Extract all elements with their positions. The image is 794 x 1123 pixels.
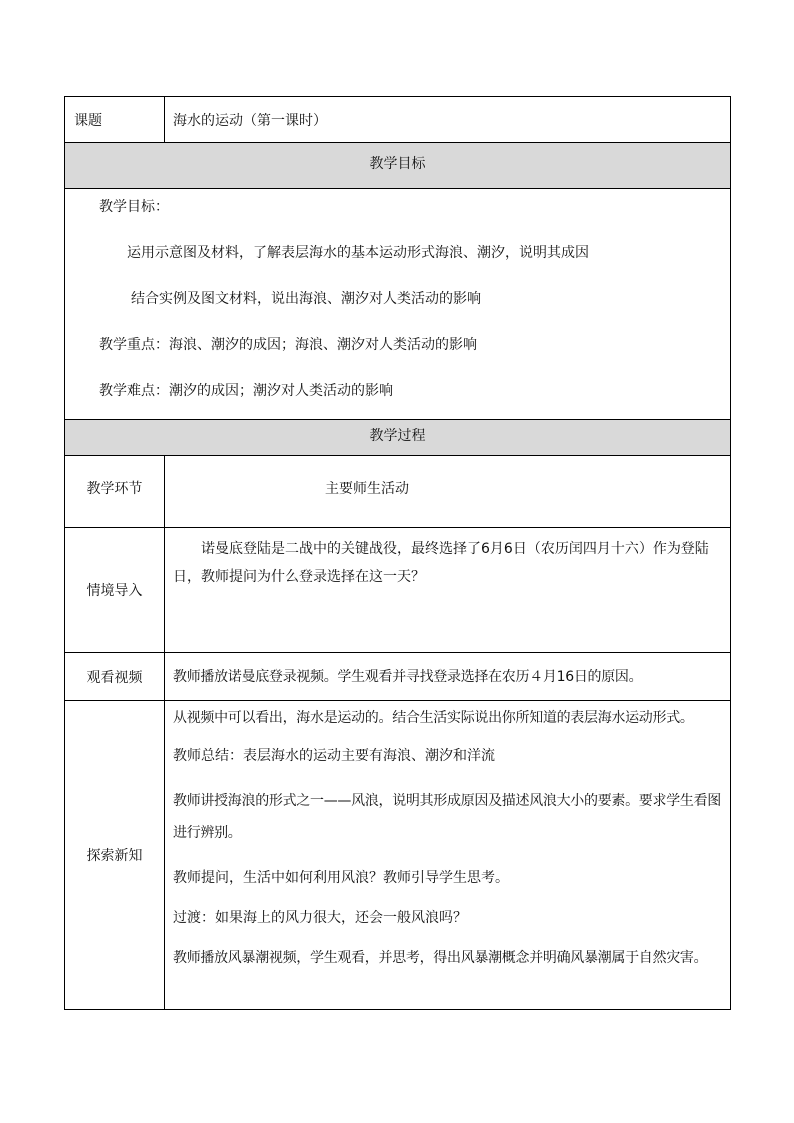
activity-paragraph: 诺曼底登陆是二战中的关键战役，最终选择了6月6日（农历闰四月十六）作为登陆日，教师提问为什么登录选择在这一天？ <box>173 541 709 585</box>
goal-item-2: 结合实例及图文材料，说出海浪、潮汐对人类活动的影响 <box>131 291 481 307</box>
process-header-row <box>65 456 731 528</box>
process-row <box>65 701 731 1010</box>
activity-cell <box>165 701 731 1010</box>
lesson-plan-table <box>64 96 731 1010</box>
activity-paragraph: 教师提问，生活中如何利用风浪？教师引导学生思考。 <box>173 870 509 886</box>
goals-intro: 教学目标： <box>99 199 169 215</box>
goals-section-title <box>65 143 731 189</box>
process-section-title-text: 教学过程 <box>369 428 426 444</box>
activity-paragraph: 教师总结：表层海水的运动主要有海浪、潮汐和洋流 <box>173 748 495 764</box>
process-row <box>65 528 731 653</box>
topic-value: 海水的运动（第一课时） <box>165 97 731 143</box>
activity-paragraph: 教师播放诺曼底登录视频。学生观看并寻找登录选择在农历４月16日的原因。 <box>173 668 643 685</box>
key-points: 教学重点：海浪、潮汐的成因；海浪、潮汐对人类活动的影响 <box>99 337 477 353</box>
process-section-title <box>65 420 731 456</box>
goals-title-row <box>65 143 731 189</box>
goals-content-row <box>65 189 731 420</box>
process-row <box>65 653 731 701</box>
activity-paragraph: 教师讲授海浪的形式之一——风浪，说明其形成原因及描述风浪大小的要素。要求学生看图进行辨别。 <box>173 793 721 841</box>
lesson-plan <box>64 96 731 1010</box>
col-activity-header-text: 主要师生活动 <box>325 481 409 497</box>
difficult-points: 教学难点：潮汐的成因；潮汐对人类活动的影响 <box>99 383 393 399</box>
stage-cell: 观看视频 <box>65 653 165 701</box>
topic-row <box>65 97 731 143</box>
topic-label: 课题 <box>65 97 165 143</box>
stage-cell: 探索新知 <box>65 701 165 1010</box>
col-stage-header: 教学环节 <box>65 456 165 528</box>
col-activity-header <box>165 456 731 528</box>
activity-paragraph: 教师播放风暴潮视频，学生观看，并思考，得出风暴潮概念并明确风暴潮属于自然灾害。 <box>173 950 708 966</box>
goals-section-title-text: 教学目标 <box>369 156 426 172</box>
activity-paragraph: 从视频中可以看出，海水是运动的。结合生活实际说出你所知道的表层海水运动形式。 <box>173 710 694 726</box>
activity-cell <box>165 653 731 701</box>
goals-content <box>65 189 731 420</box>
goal-item-1: 运用示意图及材料，了解表层海水的基本运动形式海浪、潮汐，说明其成因 <box>127 245 589 261</box>
activity-paragraph: 过渡：如果海上的风力很大，还会一般风浪吗？ <box>173 910 467 926</box>
stage-cell: 情境导入 <box>65 528 165 653</box>
activity-cell <box>165 528 731 653</box>
process-title-row <box>65 420 731 456</box>
